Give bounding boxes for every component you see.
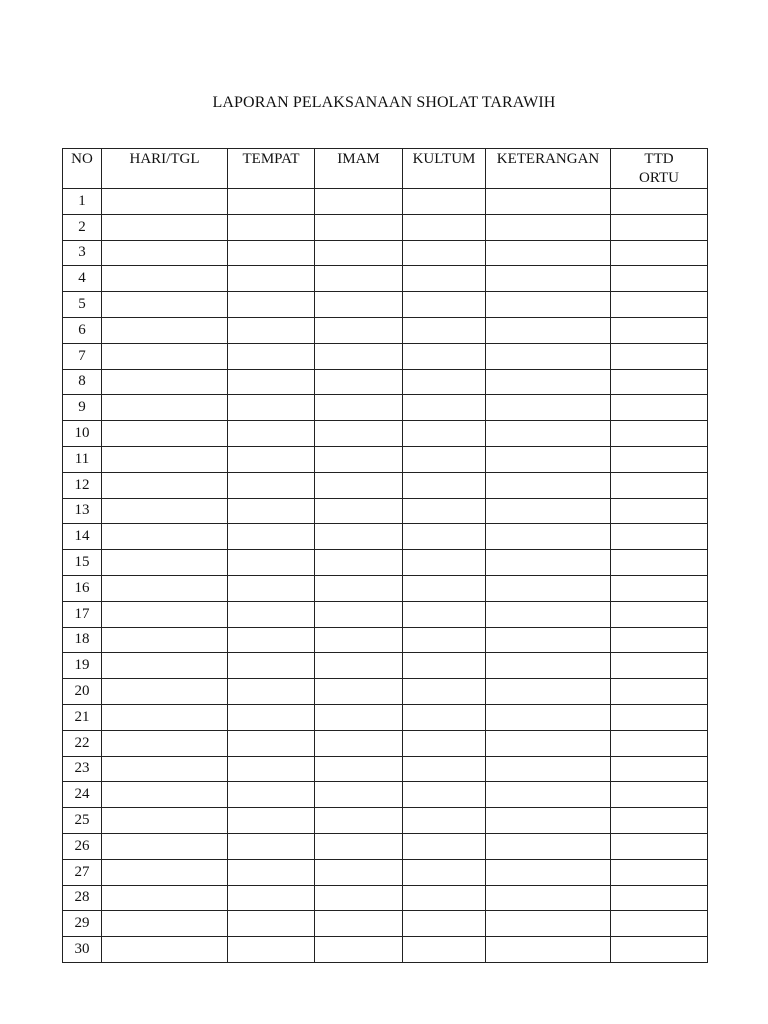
header-tempat: TEMPAT [228,149,315,189]
cell-hari-tgl[interactable] [102,575,228,601]
cell-keterangan[interactable] [486,292,611,318]
cell-no: 15 [63,550,102,576]
cell-ttd-ortu[interactable] [611,317,708,343]
cell-ttd-ortu[interactable] [611,704,708,730]
cell-keterangan[interactable] [486,524,611,550]
cell-ttd-ortu[interactable] [611,524,708,550]
cell-imam[interactable] [315,266,403,292]
table-row [63,653,708,679]
cell-no: 13 [63,498,102,524]
cell-hari-tgl[interactable] [102,266,228,292]
cell-ttd-ortu[interactable] [611,885,708,911]
cell-no: 20 [63,679,102,705]
cell-keterangan[interactable] [486,730,611,756]
cell-no: 11 [63,446,102,472]
cell-hari-tgl[interactable] [102,679,228,705]
cell-hari-tgl[interactable] [102,214,228,240]
cell-imam[interactable] [315,704,403,730]
cell-no: 28 [63,885,102,911]
cell-no: 18 [63,627,102,653]
cell-keterangan[interactable] [486,575,611,601]
table-row [63,756,708,782]
cell-ttd-ortu[interactable] [611,601,708,627]
cell-hari-tgl[interactable] [102,421,228,447]
cell-imam[interactable] [315,730,403,756]
cell-ttd-ortu[interactable] [611,240,708,266]
table-row [63,627,708,653]
cell-tempat[interactable] [228,679,315,705]
cell-hari-tgl[interactable] [102,653,228,679]
header-kultum: KULTUM [403,149,486,189]
cell-kultum[interactable] [403,808,486,834]
cell-keterangan[interactable] [486,343,611,369]
cell-kultum[interactable] [403,911,486,937]
cell-imam[interactable] [315,189,403,215]
cell-kultum[interactable] [403,472,486,498]
cell-kultum[interactable] [403,446,486,472]
cell-no: 30 [63,937,102,963]
cell-ttd-ortu[interactable] [611,756,708,782]
cell-keterangan[interactable] [486,833,611,859]
cell-no: 16 [63,575,102,601]
table-row [63,704,708,730]
cell-no: 14 [63,524,102,550]
cell-no: 3 [63,240,102,266]
cell-imam[interactable] [315,937,403,963]
table-row [63,369,708,395]
cell-kultum[interactable] [403,653,486,679]
cell-keterangan[interactable] [486,704,611,730]
cell-no: 7 [63,343,102,369]
header-row [63,149,708,189]
cell-imam[interactable] [315,472,403,498]
cell-tempat[interactable] [228,782,315,808]
cell-kultum[interactable] [403,679,486,705]
table-row [63,885,708,911]
cell-keterangan[interactable] [486,937,611,963]
cell-ttd-ortu[interactable] [611,214,708,240]
cell-tempat[interactable] [228,395,315,421]
cell-ttd-ortu[interactable] [611,808,708,834]
cell-keterangan[interactable] [486,911,611,937]
cell-keterangan[interactable] [486,679,611,705]
cell-no: 19 [63,653,102,679]
cell-kultum[interactable] [403,601,486,627]
table-header [63,149,708,189]
cell-keterangan[interactable] [486,317,611,343]
cell-kultum[interactable] [403,730,486,756]
cell-tempat[interactable] [228,704,315,730]
cell-kultum[interactable] [403,240,486,266]
cell-hari-tgl[interactable] [102,317,228,343]
cell-ttd-ortu[interactable] [611,911,708,937]
cell-no: 4 [63,266,102,292]
header-ttd-line2: ORTU [639,170,679,186]
cell-kultum[interactable] [403,885,486,911]
header-ttd-ortu [611,149,708,189]
cell-hari-tgl[interactable] [102,369,228,395]
cell-tempat[interactable] [228,292,315,318]
cell-no: 23 [63,756,102,782]
cell-hari-tgl[interactable] [102,937,228,963]
cell-kultum[interactable] [403,627,486,653]
table-row [63,292,708,318]
cell-hari-tgl[interactable] [102,833,228,859]
cell-keterangan[interactable] [486,214,611,240]
cell-ttd-ortu[interactable] [611,859,708,885]
cell-hari-tgl[interactable] [102,395,228,421]
table-row [63,937,708,963]
cell-keterangan[interactable] [486,756,611,782]
table-row [63,472,708,498]
cell-kultum[interactable] [403,859,486,885]
cell-ttd-ortu[interactable] [611,627,708,653]
cell-kultum[interactable] [403,704,486,730]
table-row [63,498,708,524]
cell-keterangan[interactable] [486,808,611,834]
cell-hari-tgl[interactable] [102,524,228,550]
header-ttd-line1: TTD [644,151,674,167]
cell-no: 24 [63,782,102,808]
table-row [63,214,708,240]
table-row [63,266,708,292]
header-imam: IMAM [315,149,403,189]
cell-kultum[interactable] [403,292,486,318]
cell-imam[interactable] [315,859,403,885]
cell-tempat[interactable] [228,240,315,266]
cell-hari-tgl[interactable] [102,446,228,472]
cell-keterangan[interactable] [486,369,611,395]
cell-hari-tgl[interactable] [102,859,228,885]
cell-hari-tgl[interactable] [102,240,228,266]
table-row [63,730,708,756]
cell-ttd-ortu[interactable] [611,369,708,395]
cell-hari-tgl[interactable] [102,550,228,576]
table-row [63,421,708,447]
table-row [63,524,708,550]
cell-kultum[interactable] [403,756,486,782]
cell-keterangan[interactable] [486,189,611,215]
cell-kultum[interactable] [403,266,486,292]
cell-tempat[interactable] [228,498,315,524]
cell-hari-tgl[interactable] [102,704,228,730]
cell-imam[interactable] [315,214,403,240]
cell-kultum[interactable] [403,369,486,395]
cell-imam[interactable] [315,833,403,859]
table-row [63,859,708,885]
cell-hari-tgl[interactable] [102,292,228,318]
cell-tempat[interactable] [228,808,315,834]
cell-keterangan[interactable] [486,446,611,472]
cell-no: 6 [63,317,102,343]
cell-hari-tgl[interactable] [102,808,228,834]
document-title: LAPORAN PELAKSANAAN SHOLAT TARAWIH [212,94,556,111]
cell-imam[interactable] [315,782,403,808]
cell-imam[interactable] [315,627,403,653]
cell-hari-tgl[interactable] [102,782,228,808]
cell-no: 10 [63,421,102,447]
cell-no: 12 [63,472,102,498]
cell-keterangan[interactable] [486,782,611,808]
cell-kultum[interactable] [403,550,486,576]
table-row [63,343,708,369]
tarawih-report-table [62,148,708,963]
table-row [63,601,708,627]
cell-tempat[interactable] [228,601,315,627]
cell-tempat[interactable] [228,214,315,240]
cell-ttd-ortu[interactable] [611,189,708,215]
cell-hari-tgl[interactable] [102,885,228,911]
header-no: NO [63,149,102,189]
cell-imam[interactable] [315,240,403,266]
cell-kultum[interactable] [403,524,486,550]
cell-tempat[interactable] [228,627,315,653]
table-row [63,395,708,421]
cell-kultum[interactable] [403,214,486,240]
table-row [63,782,708,808]
cell-hari-tgl[interactable] [102,189,228,215]
cell-imam[interactable] [315,292,403,318]
cell-ttd-ortu[interactable] [611,446,708,472]
cell-ttd-ortu[interactable] [611,266,708,292]
cell-keterangan[interactable] [486,266,611,292]
cell-ttd-ortu[interactable] [611,937,708,963]
cell-tempat[interactable] [228,189,315,215]
header-keterangan: KETERANGAN [486,149,611,189]
cell-hari-tgl[interactable] [102,472,228,498]
cell-kultum[interactable] [403,937,486,963]
cell-hari-tgl[interactable] [102,601,228,627]
cell-kultum[interactable] [403,421,486,447]
cell-ttd-ortu[interactable] [611,343,708,369]
cell-imam[interactable] [315,601,403,627]
cell-kultum[interactable] [403,833,486,859]
table-row [63,446,708,472]
table-row [63,317,708,343]
cell-kultum[interactable] [403,189,486,215]
cell-hari-tgl[interactable] [102,343,228,369]
cell-hari-tgl[interactable] [102,756,228,782]
cell-no: 21 [63,704,102,730]
cell-tempat[interactable] [228,911,315,937]
cell-ttd-ortu[interactable] [611,292,708,318]
cell-no: 17 [63,601,102,627]
cell-imam[interactable] [315,653,403,679]
cell-tempat[interactable] [228,472,315,498]
cell-no: 22 [63,730,102,756]
cell-ttd-ortu[interactable] [611,421,708,447]
cell-no: 8 [63,369,102,395]
cell-no: 27 [63,859,102,885]
cell-kultum[interactable] [403,317,486,343]
table-body [63,189,708,963]
cell-tempat[interactable] [228,266,315,292]
cell-keterangan[interactable] [486,240,611,266]
cell-keterangan[interactable] [486,627,611,653]
cell-keterangan[interactable] [486,550,611,576]
cell-keterangan[interactable] [486,421,611,447]
cell-hari-tgl[interactable] [102,498,228,524]
table-row [63,240,708,266]
cell-no: 25 [63,808,102,834]
table-row [63,575,708,601]
cell-keterangan[interactable] [486,601,611,627]
cell-keterangan[interactable] [486,859,611,885]
cell-imam[interactable] [315,808,403,834]
cell-imam[interactable] [315,369,403,395]
cell-kultum[interactable] [403,575,486,601]
cell-imam[interactable] [315,911,403,937]
cell-ttd-ortu[interactable] [611,395,708,421]
cell-kultum[interactable] [403,782,486,808]
cell-keterangan[interactable] [486,498,611,524]
cell-imam[interactable] [315,343,403,369]
cell-keterangan[interactable] [486,472,611,498]
cell-tempat[interactable] [228,524,315,550]
cell-no: 1 [63,189,102,215]
cell-ttd-ortu[interactable] [611,782,708,808]
cell-imam[interactable] [315,446,403,472]
cell-tempat[interactable] [228,885,315,911]
cell-no: 2 [63,214,102,240]
cell-keterangan[interactable] [486,395,611,421]
cell-tempat[interactable] [228,421,315,447]
cell-tempat[interactable] [228,859,315,885]
cell-ttd-ortu[interactable] [611,550,708,576]
cell-hari-tgl[interactable] [102,911,228,937]
cell-ttd-ortu[interactable] [611,472,708,498]
cell-imam[interactable] [315,679,403,705]
cell-tempat[interactable] [228,575,315,601]
cell-ttd-ortu[interactable] [611,653,708,679]
cell-keterangan[interactable] [486,885,611,911]
cell-kultum[interactable] [403,343,486,369]
cell-no: 29 [63,911,102,937]
cell-imam[interactable] [315,317,403,343]
cell-imam[interactable] [315,395,403,421]
cell-ttd-ortu[interactable] [611,575,708,601]
cell-imam[interactable] [315,498,403,524]
cell-ttd-ortu[interactable] [611,498,708,524]
cell-tempat[interactable] [228,730,315,756]
cell-imam[interactable] [315,885,403,911]
cell-tempat[interactable] [228,343,315,369]
cell-ttd-ortu[interactable] [611,833,708,859]
cell-imam[interactable] [315,550,403,576]
cell-tempat[interactable] [228,756,315,782]
cell-imam[interactable] [315,575,403,601]
table-row [63,189,708,215]
cell-imam[interactable] [315,756,403,782]
cell-hari-tgl[interactable] [102,730,228,756]
cell-tempat[interactable] [228,550,315,576]
cell-kultum[interactable] [403,498,486,524]
cell-tempat[interactable] [228,446,315,472]
cell-ttd-ortu[interactable] [611,730,708,756]
cell-ttd-ortu[interactable] [611,679,708,705]
cell-kultum[interactable] [403,395,486,421]
table-row [63,911,708,937]
cell-tempat[interactable] [228,317,315,343]
header-hari-tgl: HARI/TGL [102,149,228,189]
cell-tempat[interactable] [228,833,315,859]
cell-no: 5 [63,292,102,318]
cell-hari-tgl[interactable] [102,627,228,653]
cell-tempat[interactable] [228,937,315,963]
cell-imam[interactable] [315,524,403,550]
cell-keterangan[interactable] [486,653,611,679]
table-row [63,679,708,705]
cell-no: 26 [63,833,102,859]
cell-tempat[interactable] [228,653,315,679]
table-row [63,550,708,576]
table-row [63,808,708,834]
cell-no: 9 [63,395,102,421]
cell-imam[interactable] [315,421,403,447]
cell-tempat[interactable] [228,369,315,395]
table-row [63,833,708,859]
